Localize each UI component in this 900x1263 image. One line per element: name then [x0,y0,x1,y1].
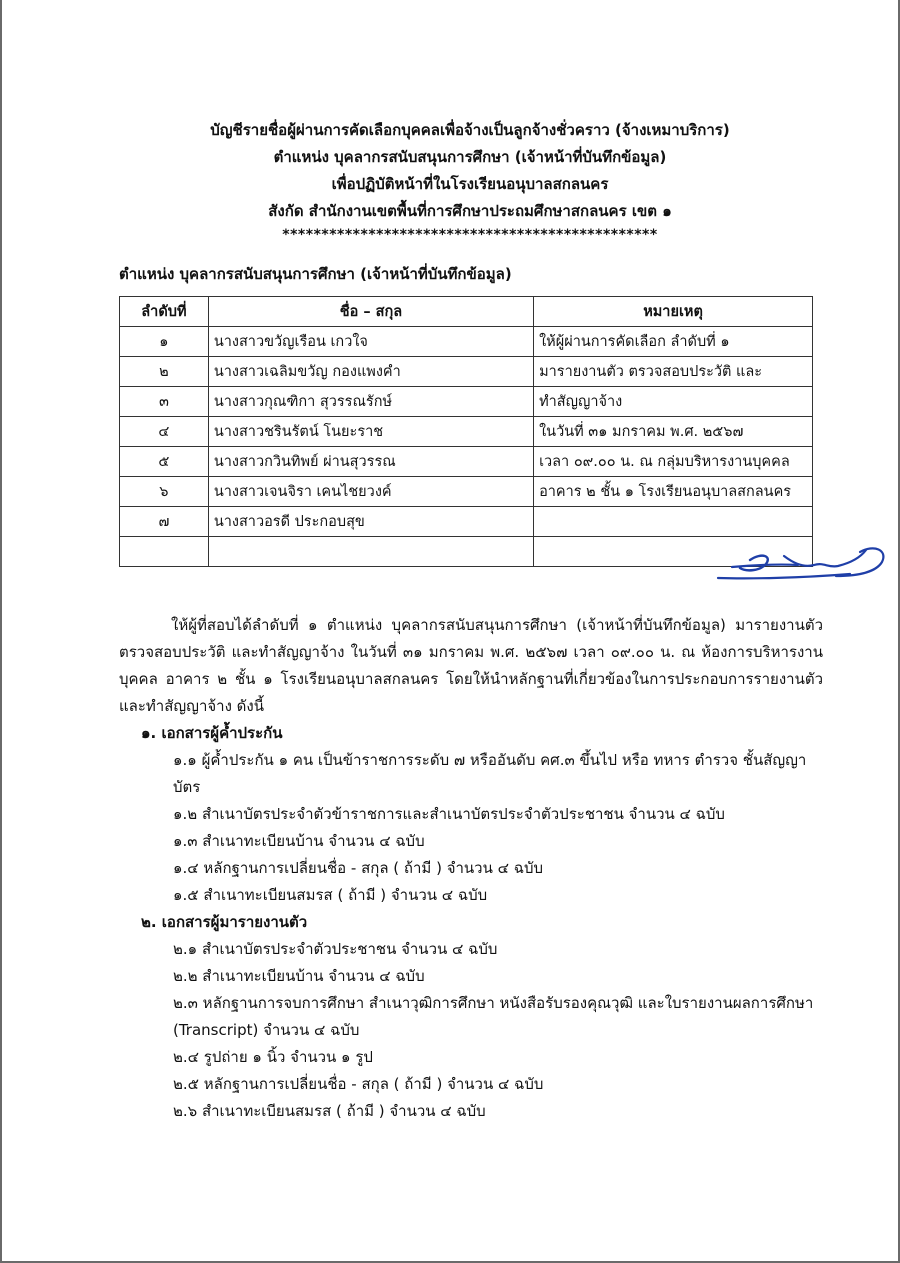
cell-order: ๔ [120,417,209,447]
list-item: ๑.๑ ผู้ค้ำประกัน ๑ คน เป็นข้าราชการระดับ ๗ หรืออันดับ คศ.๓ ขึ้นไป หรือ ทหาร ตำรวจ ชั้นสัญญาบัตร [173,751,807,796]
table-row [120,507,813,537]
list-item: ๑.๔ หลักฐานการเปลี่ยนชื่อ - สกุล ( ถ้ามี ) จำนวน ๔ ฉบับ [173,859,543,877]
cell-name: นางสาวชรินรัตน์ โนยะราช [208,417,533,447]
table-row [120,327,813,357]
cell-note [534,507,813,537]
cell-note: ให้ผู้ผ่านการคัดเลือก ลำดับที่ ๑ [534,327,813,357]
signature-stroke-1 [740,556,768,571]
signature-underline [718,574,850,578]
cell-name: นางสาวกวินทิพย์ ผ่านสุวรรณ [208,447,533,477]
signature-loop [836,548,883,576]
cell-name: นางสาวเฉลิมขวัญ กองแพงคำ [208,357,533,387]
cell-name: นางสาวอรดี ประกอบสุข [208,507,533,537]
cell-name: นางสาวกุณฑิกา สุวรรณรักษ์ [208,387,533,417]
cell-note: ทำสัญญาจ้าง [534,387,813,417]
document-header [100,117,840,243]
list-item: ๒.๒ สำเนาทะเบียนบ้าน จำนวน ๔ ฉบับ [173,967,425,985]
list-item: ๑.๓ สำเนาทะเบียนบ้าน จำนวน ๔ ฉบับ [173,832,425,850]
cell-order: ๕ [120,447,209,477]
position-title: ตำแหน่ง บุคลากรสนับสนุนการศึกษา (เจ้าหน้าที่บันทึกข้อมูล) [119,265,512,283]
cell-order: ๗ [120,507,209,537]
list-item: ๒.๓ หลักฐานการจบการศึกษา สำเนาวุฒิการศึกษา หนังสือรับรองคุณวุฒิ และใบรายงานผลการศึกษา (Transcript) จำนวน ๔ ฉบับ [173,994,814,1039]
list-item: ๑.๕ สำเนาทะเบียนสมรส ( ถ้ามี ) จำนวน ๔ ฉบับ [173,886,488,904]
header-line-3: เพื่อปฏิบัติหน้าที่ในโรงเรียนอนุบาลสกลนคร [331,175,609,193]
table-row [120,357,813,387]
section-1-heading: ๑. เอกสารผู้ค้ำประกัน [141,724,283,742]
header-line-2: ตำแหน่ง บุคลากรสนับสนุนการศึกษา (เจ้าหน้าที่บันทึกข้อมูล) [273,148,667,166]
header-line-1: บัญชีรายชื่อผู้ผ่านการคัดเลือกบุคคลเพื่อจ้างเป็นลูกจ้างชั่วคราว (จ้างเหมาบริการ) [210,121,730,139]
instruction-paragraph: ให้ผู้ที่สอบได้ลำดับที่ ๑ ตำแหน่ง บุคลากรสนับสนุนการศึกษา (เจ้าหน้าที่บันทึกข้อมูล) มารายงานตัว ตรวจสอบประวัติ และทำสัญญาจ้าง ในวันที่ ๓๑ มกราคม พ.ศ. ๒๕๖๗ เวลา ๐๙.๐๐ น. ณ ห้องการบริหารงานบุคคล อาคาร ๒ ชั้น ๑ โรงเรียนอนุบาลสกลนคร โดยให้นำหลักฐานที่เกี่ยวข้องในการประกอบการรายงานตัวและทำสัญญาจ้าง ดังนี้ [119,616,823,715]
table-row-empty [120,537,813,567]
signature-stroke-3 [784,550,866,566]
cell-note: เวลา ๐๙.๐๐ น. ณ กลุ่มบริหารงานบุคคล [534,447,813,477]
table-header-row [120,297,813,327]
list-item: ๒.๔ รูปถ่าย ๑ นิ้ว จำนวน ๑ รูป [173,1048,373,1066]
column-header-note: หมายเหตุ [534,297,813,327]
cell-name: นางสาวเจนจิรา เคนไชยวงค์ [208,477,533,507]
list-item: ๑.๒ สำเนาบัตรประจำตัวข้าราชการและสำเนาบัตรประจำตัวประชาชน จำนวน ๔ ฉบับ [173,805,725,823]
cell-note: อาคาร ๒ ชั้น ๑ โรงเรียนอนุบาลสกลนคร [534,477,813,507]
scan-edge-left [0,0,2,1263]
cell-order: ๖ [120,477,209,507]
column-header-order: ลำดับที่ [120,297,209,327]
header-divider-stars: ************************************************ [282,227,658,243]
header-line-4: สังกัด สำนักงานเขตพื้นที่การศึกษาประถมศึกษาสกลนคร เขต ๑ [268,202,672,220]
cell-order: ๓ [120,387,209,417]
table-row [120,477,813,507]
cell-name: นางสาวขวัญเรือน เกวใจ [208,327,533,357]
table-row [120,417,813,447]
handwritten-signature [710,538,890,588]
cell-order: ๑ [120,327,209,357]
cell-note: มารายงานตัว ตรวจสอบประวัติ และ [534,357,813,387]
cell-order: ๒ [120,357,209,387]
section-2-heading: ๒. เอกสารผู้มารายงานตัว [141,913,308,931]
cell-name [208,537,533,567]
table-row [120,447,813,477]
body-text [119,612,823,1125]
table-row [120,387,813,417]
cell-order [120,537,209,567]
list-item: ๒.๖ สำเนาทะเบียนสมรส ( ถ้ามี ) จำนวน ๔ ฉบับ [173,1102,486,1120]
column-header-name: ชื่อ – สกุล [208,297,533,327]
candidate-table [119,296,813,567]
cell-note: ในวันที่ ๓๑ มกราคม พ.ศ. ๒๕๖๗ [534,417,813,447]
list-item: ๒.๑ สำเนาบัตรประจำตัวประชาชน จำนวน ๔ ฉบับ [173,940,498,958]
list-item: ๒.๕ หลักฐานการเปลี่ยนชื่อ - สกุล ( ถ้ามี ) จำนวน ๔ ฉบับ [173,1075,544,1093]
